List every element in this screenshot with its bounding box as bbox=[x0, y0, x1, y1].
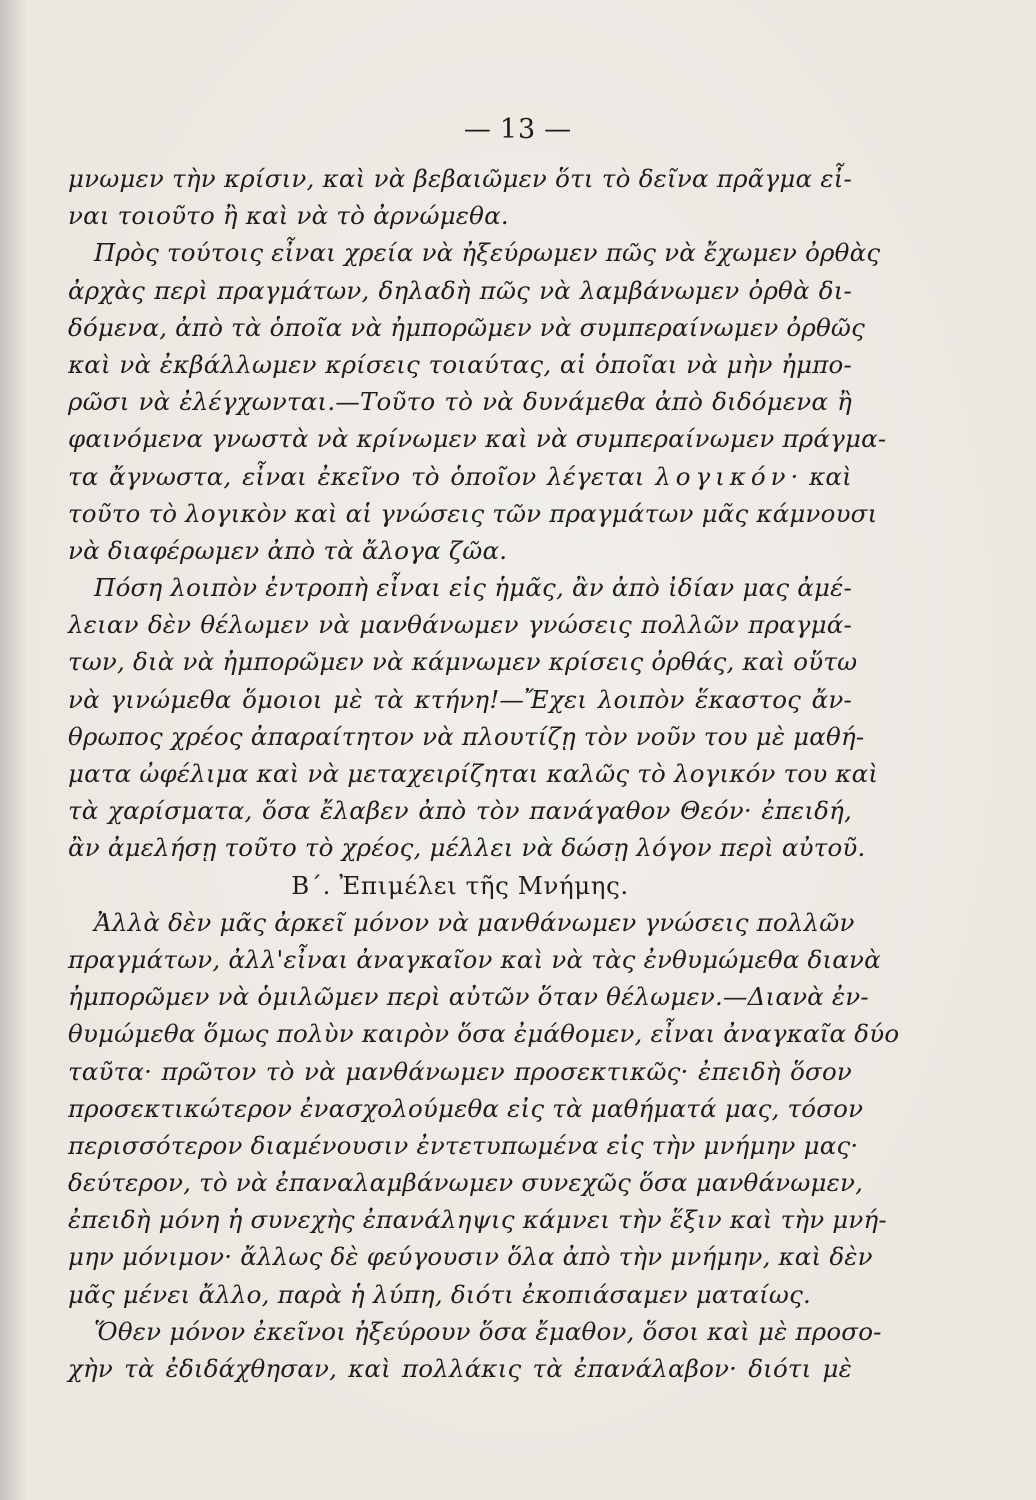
text-line bbox=[68, 1238, 873, 1275]
spaced-term: λογικόν bbox=[655, 461, 791, 491]
text-line bbox=[68, 160, 852, 197]
text-line-content: των, διὰ νὰ ἠμπορῶμεν νὰ κάμνωμεν κρίσεις ὀρθάς, καὶ οὕτω bbox=[68, 647, 858, 677]
text-line-content: ἠμπορῶμεν νὰ ὁμιλῶμεν περὶ αὐτῶν ὅταν θέλωμεν.—Διανὰ ἐν- bbox=[68, 982, 869, 1012]
text-line-content: πραγμάτων, ἀλλ'εἶναι ἀναγκαῖον καὶ νὰ τὰς ἐνθυμώμεθα διανὰ bbox=[68, 944, 881, 974]
text-line bbox=[68, 755, 879, 792]
text-line bbox=[68, 420, 887, 457]
text-line-content: τα ἄγνωστα, εἶναι ἐκεῖνο τὸ ὁποῖον λέγεται bbox=[68, 461, 645, 491]
text-line-content: καὶ νὰ ἐκβάλλωμεν κρίσεις τοιαύτας, αἱ ὁποῖαι νὰ μὴν ἠμπο- bbox=[68, 349, 852, 379]
text-line bbox=[68, 792, 852, 829]
text-line-content: ματα ὠφέλιμα καὶ νὰ μεταχειρίζηται καλῶς τὸ λογικόν του καὶ bbox=[68, 759, 879, 788]
text-line bbox=[68, 606, 852, 643]
text-line-content: ἂν ἀμελήσῃ τοῦτο τὸ χρέος, μέλλει νὰ δώσῃ λόγον περὶ αὐτοῦ. bbox=[68, 833, 866, 863]
text-line-content: θρωπος χρέος ἀπαραίτητον νὰ πλουτίζῃ τὸν νοῦν του μὲ μαθή- bbox=[68, 721, 865, 751]
text-line-content: ναι τοιοῦτο ἢ καὶ νὰ τὸ ἀρνώμεθα. bbox=[68, 201, 509, 231]
text-line-content: ταῦτα· πρῶτον τὸ νὰ μανθάνωμεν προσεκτικῶς· ἐπειδὴ ὅσον bbox=[68, 1056, 852, 1086]
text-line bbox=[68, 718, 865, 755]
text-line-content: Ὅθεν μόνον ἐκεῖνοι ἠξεύρουν ὅσα ἔμαθον, ὅσοι καὶ μὲ προσο- bbox=[94, 1316, 882, 1346]
text-line-content: περισσότερον διαμένουσιν ἐντετυπωμένα εἰς τὴν μνήμην μας· bbox=[68, 1130, 859, 1160]
text-line-content: Πρὸς τούτοις εἶναι χρεία νὰ ἠξεύρωμεν πῶς νὰ ἔχωμεν ὀρθὰς bbox=[94, 238, 881, 268]
text-line bbox=[68, 234, 881, 271]
text-line-tail: · καὶ bbox=[790, 461, 852, 491]
section-heading bbox=[68, 867, 852, 904]
text-line bbox=[68, 383, 852, 420]
body-text bbox=[68, 160, 900, 1387]
text-line bbox=[68, 1313, 882, 1350]
text-line bbox=[68, 197, 852, 234]
text-line-content: Β΄. Ἐπιμέλει τῆς Μνήμης. bbox=[291, 870, 629, 900]
text-line-content: λειαν δὲν θέλωμεν νὰ μανθάνωμεν γνώσεις πολλῶν πραγμά- bbox=[68, 610, 852, 640]
text-line bbox=[68, 1276, 852, 1313]
page-number bbox=[0, 114, 1036, 145]
page-number-dash-right: — bbox=[544, 114, 573, 145]
text-line-content: φαινόμενα γνωστὰ νὰ κρίνωμεν καὶ νὰ συμπεραίνωμεν πράγμα- bbox=[68, 424, 887, 454]
text-line bbox=[68, 1164, 864, 1201]
text-line-content: θυμώμεθα ὅμως πολὺν καιρὸν ὅσα ἐμάθομεν, εἶναι ἀναγκαῖα δύο bbox=[68, 1019, 900, 1049]
text-line-content: χὴν τὰ ἐδιδάχθησαν, καὶ πολλάκις τὰ ἐπανάλαβον· διότι μὲ bbox=[68, 1354, 852, 1383]
text-line-content: τοῦτο τὸ λογικὸν καὶ αἱ γνώσεις τῶν πραγμάτων μᾶς κάμνουσι bbox=[68, 498, 878, 528]
text-line bbox=[68, 495, 878, 532]
text-line-content: μην μόνιμον· ἄλλως δὲ φεύγουσιν ὅλα ἀπὸ τὴν μνήμην, καὶ δὲν bbox=[68, 1242, 873, 1272]
text-line bbox=[68, 272, 852, 309]
text-line-content: Ἀλλὰ δὲν μᾶς ἀρκεῖ μόνον νὰ μανθάνωμεν γνώσεις πολλῶν bbox=[94, 907, 855, 937]
text-line bbox=[68, 458, 852, 495]
text-line bbox=[68, 569, 852, 606]
text-line bbox=[68, 643, 858, 680]
text-line bbox=[68, 941, 881, 978]
text-line-content: ἀρχὰς περὶ πραγμάτων, δηλαδὴ πῶς νὰ λαμβάνωμεν ὀρθὰ δι- bbox=[68, 275, 852, 305]
text-line-content: μᾶς μένει ἄλλο, παρὰ ἡ λύπη, διότι ἐκοπιάσαμεν ματαίως. bbox=[68, 1279, 811, 1309]
text-line bbox=[68, 1053, 852, 1090]
text-line-content: προσεκτικώτερον ἐνασχολούμεθα εἰς τὰ μαθήματά μας, τόσον bbox=[68, 1093, 864, 1123]
text-line bbox=[68, 829, 866, 866]
text-line-content: ἐπειδὴ μόνη ἡ συνεχὴς ἐπανάληψις κάμνει τὴν ἕξιν καὶ τὴν μνή- bbox=[68, 1205, 887, 1235]
binding-shadow bbox=[0, 0, 28, 1500]
text-line bbox=[68, 1127, 859, 1164]
text-line bbox=[68, 904, 855, 941]
text-line bbox=[68, 681, 852, 718]
page-number-dash-left: — bbox=[463, 114, 492, 145]
text-line-content: Πόση λοιπὸν ἐντροπὴ εἶναι εἰς ἡμᾶς, ἂν ἀπὸ ἰδίαν μας ἀμέ- bbox=[94, 573, 852, 603]
text-line-content: μνωμεν τὴν κρίσιν, καὶ νὰ βεβαιῶμεν ὅτι τὸ δεῖνα πρᾶγμα εἶ- bbox=[68, 164, 852, 193]
text-line-content: ρῶσι νὰ ἐλέγχωνται.—Τοῦτο τὸ νὰ δυνάμεθα ἀπὸ διδόμενα ἢ bbox=[68, 387, 852, 417]
text-line bbox=[68, 532, 852, 569]
text-line bbox=[68, 1090, 864, 1127]
page-number-value: 13 bbox=[499, 114, 537, 145]
text-line-content: νὰ διαφέρωμεν ἀπὸ τὰ ἄλογα ζῶα. bbox=[68, 535, 508, 565]
text-line bbox=[68, 309, 866, 346]
text-line-content: δεύτερον, τὸ νὰ ἐπαναλαμβάνωμεν συνεχῶς ὅσα μανθάνωμεν, bbox=[68, 1168, 864, 1198]
text-line-content: δόμενα, ἀπὸ τὰ ὁποῖα νὰ ἠμπορῶμεν νὰ συμπεραίνωμεν ὀρθῶς bbox=[68, 312, 866, 342]
text-line bbox=[68, 1015, 900, 1052]
text-line-content: τὰ χαρίσματα, ὅσα ἔλαβεν ἀπὸ τὸν πανάγαθον Θεόν· ἐπειδή, bbox=[68, 796, 852, 826]
text-line bbox=[68, 978, 869, 1015]
text-line bbox=[68, 346, 852, 383]
text-line bbox=[68, 1201, 887, 1238]
text-line bbox=[68, 1350, 852, 1387]
text-line-content: νὰ γινώμεθα ὅμοιοι μὲ τὰ κτήνη!—Ἔχει λοιπὸν ἕκαστος ἄν- bbox=[68, 684, 852, 714]
